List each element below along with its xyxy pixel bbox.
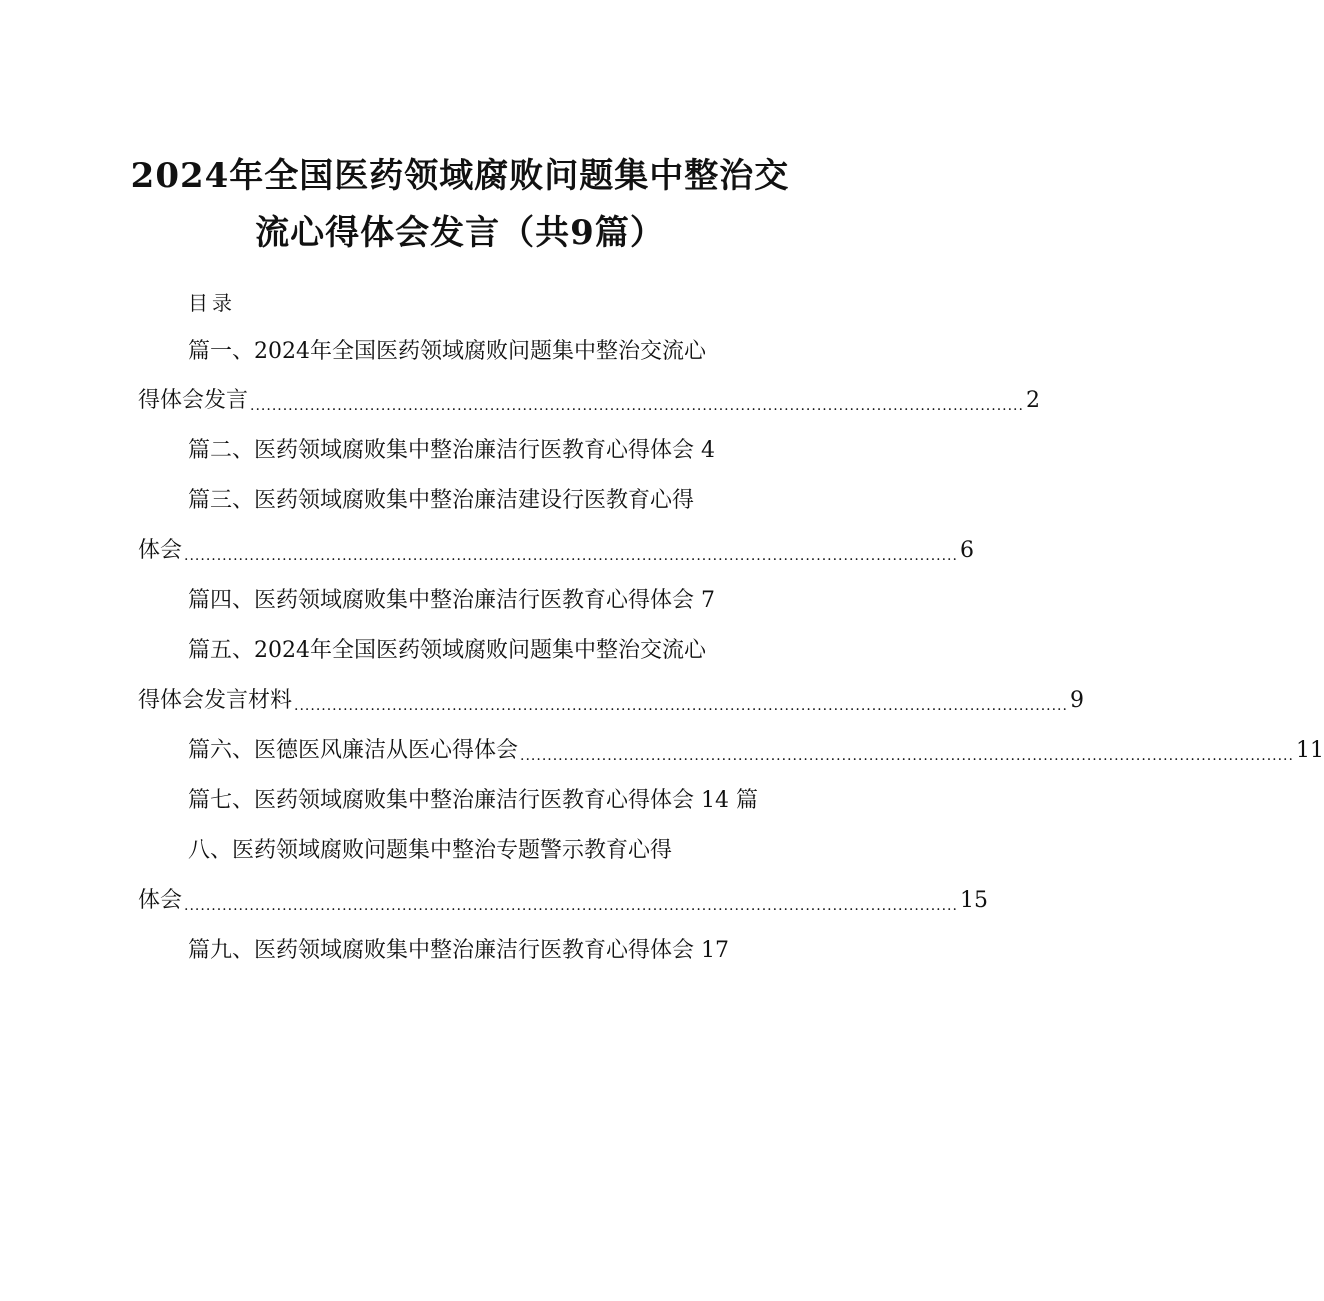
toc-leader-dots: .............................................................................................................................................. xyxy=(250,398,1024,414)
toc-leader-dots: .............................................................................................................................................. xyxy=(520,748,1294,764)
toc-entry-1[interactable]: 篇一、2024年全国医药领域腐败问题集中整治交流心 xyxy=(188,339,706,364)
toc-entry-5-cont[interactable] xyxy=(138,686,1084,716)
document-title-line-1: 2024年全国医药领域腐败问题集中整治交 xyxy=(130,156,790,196)
toc-entry-6[interactable] xyxy=(188,736,1324,766)
toc-entry-3[interactable]: 篇三、医药领域腐败集中整治廉洁建设行医教育心得 xyxy=(188,488,695,513)
toc-entry-5[interactable]: 篇五、2024年全国医药领域腐败问题集中整治交流心 xyxy=(188,638,706,663)
toc-entry-9[interactable]: 篇九、医药领域腐败集中整治廉洁行医教育心得体会 17 xyxy=(188,938,729,963)
toc-entry-8-cont[interactable] xyxy=(138,886,988,916)
toc-entry-text: 得体会发言 xyxy=(138,388,249,413)
toc-page-number: 11 xyxy=(1295,738,1324,763)
toc-label: 目录 xyxy=(188,291,236,315)
toc-leader-dots: .............................................................................................................................................. xyxy=(294,698,1068,714)
toc-entry-2[interactable]: 篇二、医药领域腐败集中整治廉洁行医教育心得体会 4 xyxy=(188,438,715,463)
toc-entry-7[interactable]: 篇七、医药领域腐败集中整治廉洁行医教育心得体会 14 篇 xyxy=(188,788,758,813)
toc-page-number: 15 xyxy=(959,888,988,913)
toc-entry-4[interactable]: 篇四、医药领域腐败集中整治廉洁行医教育心得体会 7 xyxy=(188,588,715,613)
toc-leader-dots: .............................................................................................................................................. xyxy=(184,548,958,564)
document-title-line-2: 流心得体会发言（共9篇） xyxy=(255,213,665,253)
toc-page-number: 6 xyxy=(959,538,974,563)
toc-page-number: 9 xyxy=(1069,688,1084,713)
toc-entry-text: 体会 xyxy=(138,538,183,563)
toc-page-number: 2 xyxy=(1025,388,1040,413)
toc-entry-text: 得体会发言材料 xyxy=(138,688,293,713)
toc-entry-8[interactable]: 八、医药领域腐败问题集中整治专题警示教育心得 xyxy=(188,838,673,863)
toc-entry-text: 篇六、医德医风廉洁从医心得体会 xyxy=(188,738,519,763)
toc-entry-1-cont[interactable] xyxy=(138,386,1040,416)
toc-entry-text: 体会 xyxy=(138,888,183,913)
toc-leader-dots: .............................................................................................................................................. xyxy=(184,898,958,914)
toc-entry-3-cont[interactable] xyxy=(138,536,974,566)
